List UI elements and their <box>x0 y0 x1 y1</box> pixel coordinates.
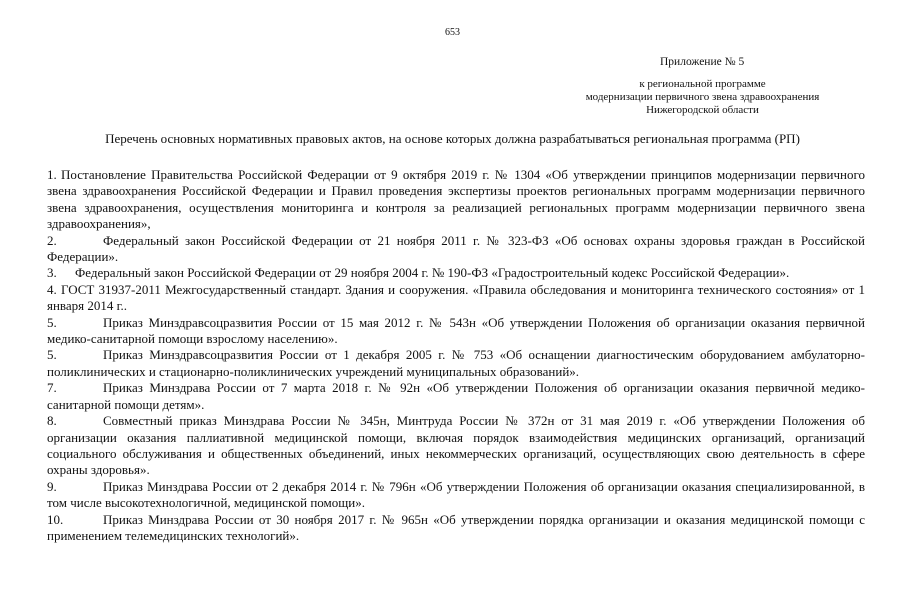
list-item <box>47 167 865 233</box>
list-item-number: 8. <box>47 413 57 429</box>
list-item-text: Федеральный закон Российской Федерации от 29 ноября 2004 г. № 190-ФЗ «Градостроительный кодекс Российской Федерации». <box>75 265 790 281</box>
list-item-text: ГОСТ 31937-2011 Межгосударственный стандарт. Здания и сооружения. «Правила обследования и мониторинга технического состояния» от 1 января 2014 г.. <box>47 281 865 314</box>
list-item-number: 1. <box>47 167 57 182</box>
list-item-text: Совместный приказ Минздрава России № 345н, Минтруда России № 372н от 31 мая 2019 г. «Об утверждении Положения об организации оказания паллиативной медицинской помощи, включая порядок взаимодействия медицинских организаций, организаций социального обслуживания и общественных объединений, иных некоммерческих организаций, осуществляющих свою деятельность в сфере охраны здоровья». <box>47 413 865 478</box>
legal-acts-list <box>47 167 865 544</box>
appendix-line: модернизации первичного звена здравоохранения <box>585 91 820 103</box>
list-item <box>47 380 865 413</box>
list-item-number: 10. <box>47 511 64 527</box>
appendix-subtitle <box>560 78 845 117</box>
list-item-text: Приказ Минздрава России от 7 марта 2018 г. № 92н «Об утверждении Положения об организации оказания первичной медико-санитарной помощи детям». <box>47 380 865 412</box>
document-heading: Перечень основных нормативных правовых актов, на основе которых должна разрабатываться региональная программа (РП) <box>105 131 800 146</box>
list-item-text: Приказ Минздрава России от 2 декабря 2014 г. № 796н «Об утверждении Положения об организации оказания специализированной, в том числе высокотехнологичной, медицинской помощи». <box>47 478 865 511</box>
list-item-number: 5. <box>47 347 57 363</box>
list-item-number: 7. <box>47 380 57 396</box>
list-item-number: 4. <box>47 281 57 297</box>
list-item <box>47 315 865 348</box>
list-item-number: 2. <box>47 232 57 248</box>
list-item <box>47 233 865 266</box>
list-item <box>47 347 865 380</box>
list-item-text: Постановление Правительства Российской Федерации от 9 октября 2019 г. № 1304 «Об утверждении принципов модернизации первичного звена здравоохранения Российской Федерации и Правил проведения экспертизы проектов региональных программ модернизации первичного звена здравоохранения, осуществления мониторинга и контроля за реализацией региональных программ модернизации первичного звена здравоохранения», <box>47 167 865 232</box>
appendix-title: Приложение № 5 <box>660 56 745 68</box>
list-item <box>47 479 865 512</box>
list-item-number: 3. <box>47 265 57 281</box>
list-item <box>47 282 865 315</box>
appendix-line: к региональной программе <box>639 78 766 90</box>
list-item <box>47 512 865 545</box>
list-item-number: 5. <box>47 314 57 330</box>
page-number: 653 <box>445 27 460 38</box>
list-item <box>47 413 865 479</box>
list-item <box>47 265 865 281</box>
list-item-text: Приказ Минздравсоцразвития России от 15 мая 2012 г. № 543н «Об утверждении Положения об организации оказания первичной медико-санитарной помощи взрослому населению». <box>47 314 865 347</box>
list-item-number: 9. <box>47 478 57 494</box>
list-item-text: Приказ Минздрава России от 30 ноября 2017 г. № 965н «Об утверждении порядка организации и оказания медицинской помощи с применением телемедицинских технологий». <box>47 511 865 543</box>
list-item-text: Приказ Минздравсоцразвития России от 1 декабря 2005 г. № 753 «Об оснащении диагностическим оборудованием амбулаторно-поликлинических и стационарно-поликлинических учреждений муниципальных образований». <box>47 347 865 379</box>
appendix-line: Нижегородской области <box>646 104 759 116</box>
list-item-text: Федеральный закон Российской Федерации от 21 ноября 2011 г. № 323-ФЗ «Об основах охраны здоровья граждан в Российской Федерации». <box>47 232 865 265</box>
